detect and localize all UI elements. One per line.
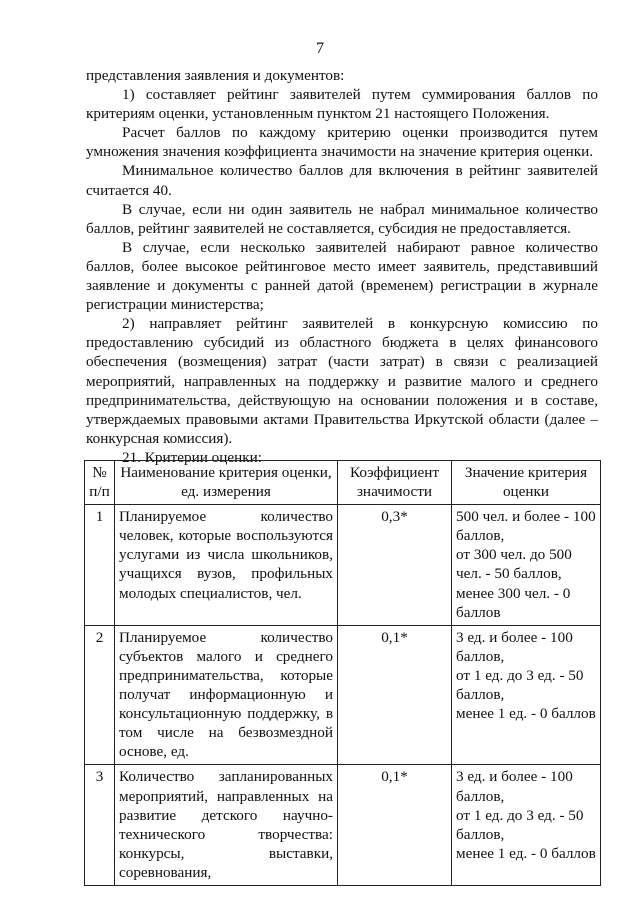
paragraph: В случае, если несколько заявителей набирают равное количество баллов, более высокое рейтинговое место имеет заявитель, представивший заявление и документы с ранней датой (временем) регистрации в журнале регистрации министерства; bbox=[86, 238, 598, 314]
row-values bbox=[452, 765, 601, 886]
value-line: от 1 ед. до 3 ед. - 50 баллов, bbox=[456, 666, 584, 704]
row-num: 2 bbox=[85, 625, 115, 765]
table-row bbox=[85, 505, 601, 626]
header-name: Наименование критерия оценки, ед. измерения bbox=[115, 461, 338, 505]
document-body bbox=[86, 66, 598, 467]
value-line: от 300 чел. до 500 чел. - 50 баллов, bbox=[456, 546, 572, 583]
value-line: 500 чел. и более - 100 баллов, bbox=[456, 508, 596, 545]
header-coef: Коэффициент значимости bbox=[338, 461, 452, 505]
page-number: 7 bbox=[316, 40, 324, 57]
row-coefficient: 0,1* bbox=[338, 765, 452, 886]
value-line: менее 300 чел. - 0 баллов bbox=[456, 584, 571, 621]
paragraph: представления заявления и документов: bbox=[86, 67, 345, 84]
row-coefficient: 0,3* bbox=[338, 505, 452, 626]
value-line: менее 1 ед. - 0 баллов bbox=[456, 844, 596, 862]
row-num: 1 bbox=[85, 505, 115, 626]
row-num: 3 bbox=[85, 765, 115, 886]
table-header-row bbox=[85, 461, 601, 505]
value-line: от 1 ед. до 3 ед. - 50 баллов, bbox=[456, 806, 584, 843]
paragraph: Расчет баллов по каждому критерию оценки производится путем умножения значения коэффициента значимости на значение критерия оценки. bbox=[86, 124, 598, 161]
value-line: менее 1 ед. - 0 баллов bbox=[456, 705, 596, 723]
paragraph: В случае, если ни один заявитель не набрал минимальное количество баллов, рейтинг заявителей не составляется, субсидия не предоставляется. bbox=[86, 200, 598, 237]
row-criterion: Планируемое количество субъектов малого и среднего предпринимательства, которые получат информационную и консультационную поддержку, в том числе на безвозмездной основе, ед. bbox=[115, 625, 338, 765]
paragraph: 2) направляет рейтинг заявителей в конкурсную комиссию по предоставлению субсидий из областного бюджета в целях финансового обеспечения (возмещения) затрат (части затрат) в связи с реализацией мероприятий, направленных на поддержку и развитие малого и среднего предпринимательства, действующую на основании положения и в составе, утверждаемых правовыми актами Правительства Иркутской области (далее – конкурсная комиссия). bbox=[86, 315, 598, 447]
header-value: Значение критерия оценки bbox=[452, 461, 601, 505]
paragraph: Минимальное количество баллов для включения в рейтинг заявителей считается 40. bbox=[86, 162, 598, 199]
table-row bbox=[85, 625, 601, 765]
table-row bbox=[85, 765, 601, 886]
criteria-table bbox=[84, 460, 601, 886]
paragraph: 1) составляет рейтинг заявителей путем суммирования баллов по критериям оценки, установленным пунктом 21 настоящего Положения. bbox=[86, 86, 598, 123]
row-criterion: Планируемое количество человек, которые воспользуются услугами из числа школьников, учащихся вузов, профильных молодых специалистов, чел. bbox=[115, 505, 338, 626]
row-criterion: Количество запланированных мероприятий, направленных на развитие детского научно-технического творчества: конкурсы, выставки, соревнования, bbox=[115, 765, 338, 886]
row-values bbox=[452, 505, 601, 626]
value-line: 3 ед. и более - 100 баллов, bbox=[456, 768, 573, 805]
row-values bbox=[452, 625, 601, 765]
section-heading: 21. Критерии оценки: bbox=[122, 448, 262, 466]
header-num: № п/п bbox=[85, 461, 115, 505]
value-line: 3 ед. и более - 100 баллов, bbox=[456, 628, 573, 665]
row-coefficient: 0,1* bbox=[338, 625, 452, 765]
